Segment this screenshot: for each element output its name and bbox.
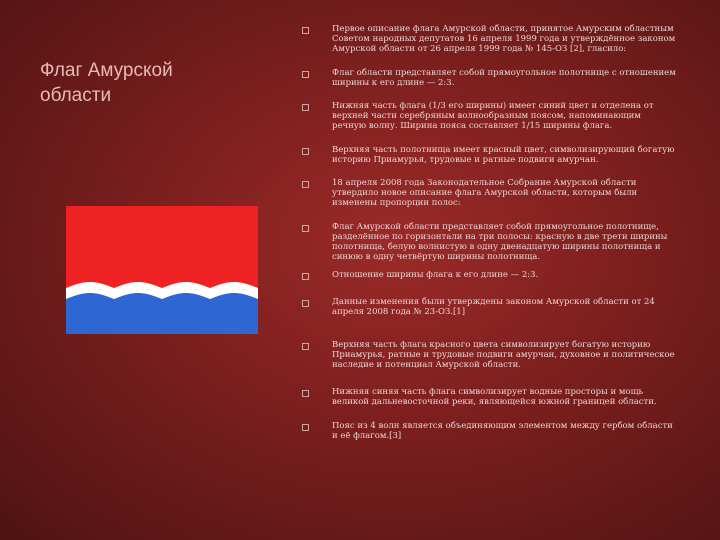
bullet-icon [302, 390, 309, 397]
list-item [302, 387, 682, 407]
list-item [302, 145, 682, 165]
bullet-icon [302, 71, 309, 78]
list-item [302, 68, 682, 88]
list-item-text: Нижняя синяя часть флага символизирует водные просторы и мощь великой дальневосточной реки, являющейся южной границей области. [332, 387, 657, 407]
list-item-text: Пояс из 4 волн является объединяющим элементом между гербом области и её флагом.[3] [332, 421, 673, 441]
list-item [302, 178, 682, 208]
list-item [302, 340, 682, 370]
list-item-text: Флаг области представляет собой прямоугольное полотнище с отношением ширины к его длине — 2:3. [332, 68, 676, 88]
bullet-icon [302, 343, 309, 350]
list-item [302, 421, 682, 441]
bullet-icon [302, 300, 309, 307]
bullet-icon [302, 104, 309, 111]
bullet-icon [302, 27, 309, 34]
list-item-text: Первое описание флага Амурской области, принятое Амурским областным Советом народных депутатов 16 апреля 1999 года и утверждённое законом Амурской области от 26 апреля 1999 года № 145-ОЗ [2], гласило: [332, 24, 676, 54]
list-item-text: Флаг Амурской области представляет собой прямоугольное полотнище, разделённое по горизонтали на три полосы: красную в две трети ширины полотнища, белую волнистую в одну двенадцатую ширины полотнища и синюю в одну четвёртую ширины полотнища. [332, 222, 668, 262]
list-item-text: Верхняя часть флага красного цвета символизирует богатую историю Приамурья, ратные и трудовые подвиги амурчан, духовное и политическое наследие и потенциал Амурской области. [332, 340, 675, 370]
list-item-text: 18 апреля 2008 года Законодательное Собрание Амурской области утвердило новое описание флага Амурской области, которым были изменены пропорции полос: [332, 178, 638, 208]
bullet-icon [302, 424, 309, 431]
amur-oblast-flag [66, 206, 258, 334]
bullet-icon [302, 273, 309, 280]
list-item [302, 222, 682, 262]
bullet-icon [302, 148, 309, 155]
list-item-text: Верхняя часть полотнища имеет красный цвет, символизирующий богатую историю Приамурья, трудовые и ратные подвиги амурчан. [332, 145, 675, 165]
list-item [302, 270, 682, 280]
list-item-text: Нижняя часть флага (1/3 его ширины) имеет синий цвет и отделена от верхней части серебряным волнообразным поясом, напоминающим речную волну. Ширина пояса составляет 1/15 ширины флага. [332, 101, 654, 131]
list-item-text: Данные изменения были утверждены законом Амурской области от 24 апреля 2008 года № 23-ОЗ.[1] [332, 297, 655, 317]
bullet-icon [302, 181, 309, 188]
list-item-text: Отношение ширины флага к его длине — 2:3. [332, 270, 539, 280]
bullet-icon [302, 225, 309, 232]
flag-red-field [66, 206, 258, 288]
list-item [302, 101, 682, 131]
list-item [302, 297, 682, 317]
list-item [302, 24, 682, 54]
slide-title: Флаг Амурской области [40, 60, 173, 106]
